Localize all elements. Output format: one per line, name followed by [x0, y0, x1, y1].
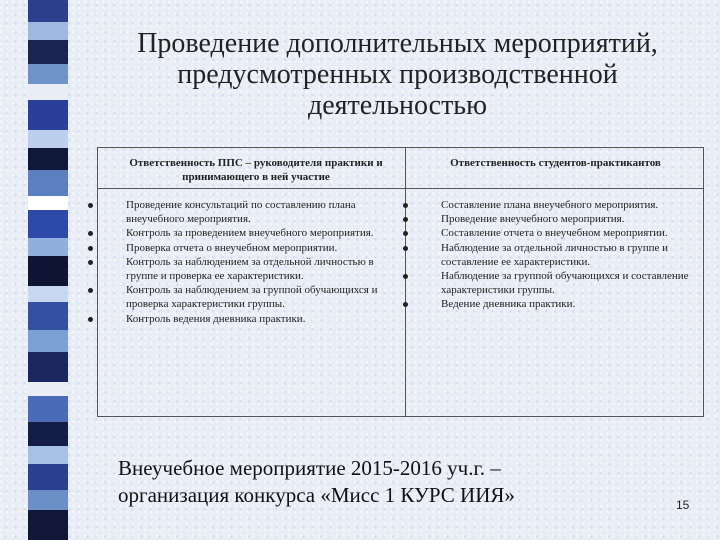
footer-line-1: Внеучебное мероприятие 2015-2016 уч.г. – — [118, 456, 501, 480]
column-divider — [405, 148, 406, 416]
list-item: Проверка отчета о внеучебном мероприятии. — [98, 241, 383, 255]
right-list — [413, 198, 698, 312]
slide-title — [95, 28, 700, 121]
list-item: Контроль за наблюдением за группой обучающихся и проверка характеристики группы. — [98, 283, 383, 311]
list-item: Контроль за наблюдением за отдельной личностью в группе и проверка ее характеристики. — [98, 255, 383, 283]
list-item: Составление плана внеучебного мероприятия. — [413, 198, 698, 212]
header-right: Ответственность студентов-практикантов — [450, 157, 661, 169]
title-line-1: Проведение дополнительных мероприятий, — [137, 28, 658, 59]
list-item: Контроль за проведением внеучебного мероприятия. — [98, 226, 383, 240]
left-list — [98, 198, 383, 326]
footer-text — [118, 455, 515, 509]
footer-line-2: организация конкурса «Мисс 1 КУРС ИИЯ» — [118, 483, 515, 507]
list-item: Проведение консультаций по составлению плана внеучебного мероприятия. — [98, 198, 383, 226]
title-line-3: деятельностью — [308, 90, 487, 121]
decorative-stripe — [0, 0, 68, 540]
list-item: Ведение дневника практики. — [413, 297, 698, 311]
list-item: Наблюдение за отдельной личностью в группе и составление ее характеристики. — [413, 241, 698, 269]
list-item: Составление отчета о внеучебном мероприятии. — [413, 226, 698, 240]
page-number: 15 — [676, 498, 690, 512]
title-line-2: предусмотренных производственной — [177, 59, 618, 90]
header-left: Ответственность ППС – руководителя практики и принимающего в ней участие — [129, 157, 383, 183]
list-item: Контроль ведения дневника практики. — [98, 312, 383, 326]
responsibility-table — [97, 147, 704, 417]
list-item: Наблюдение за группой обучающихся и составление характеристики группы. — [413, 269, 698, 297]
list-item: Проведение внеучебного мероприятия. — [413, 212, 698, 226]
